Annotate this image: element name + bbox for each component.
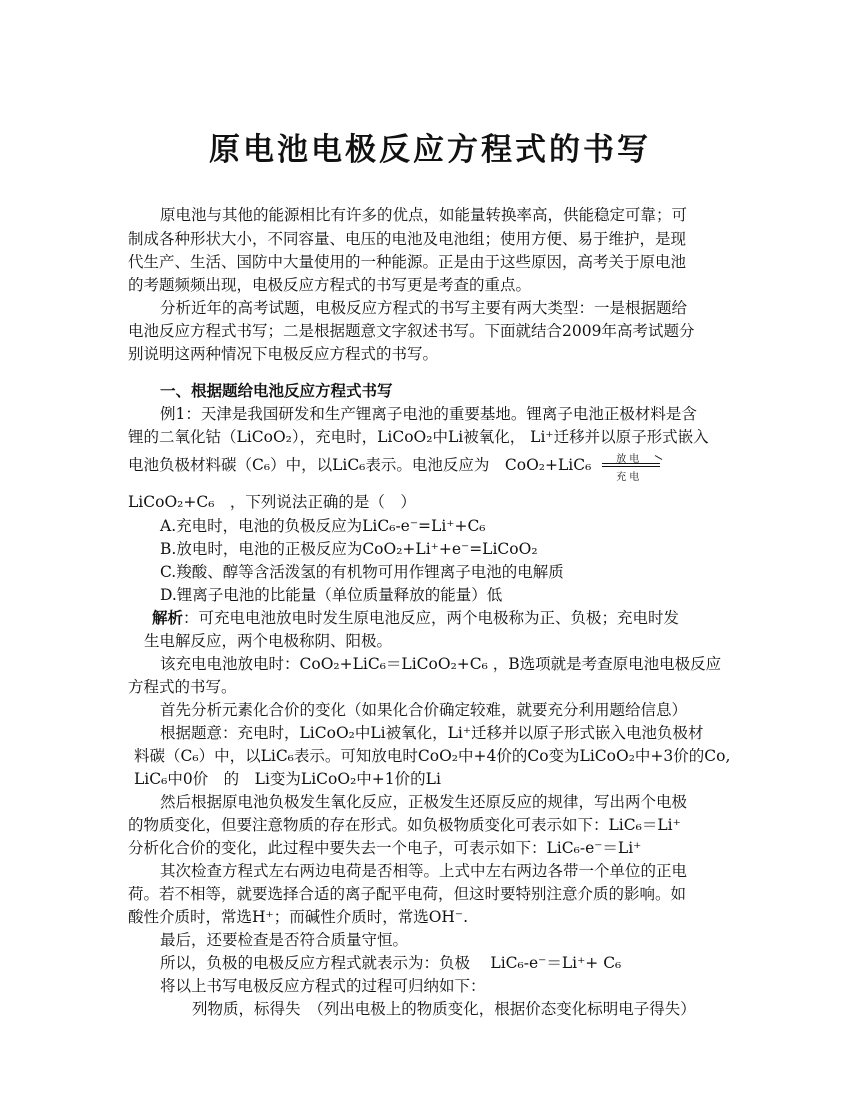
analysis-label: 解析 [152,608,184,627]
option-a: A.充电时，电池的负极反应为LiC₆-e⁻=Li⁺+C₆ [160,517,486,535]
arrow-label-charge: 充电 [616,472,643,483]
reversible-arrow [602,454,662,483]
paragraph-line: 制成各种形状大小，不同容量、电压的电池及电池组；使用方便、易于维护，是现 [128,230,687,248]
paragraph-line: 分析近年的高考试题，电极反应方程式的书写主要有两大类型：一是根据题给 [160,299,688,317]
analysis-line: 然后根据原电池负极发生氧化反应，正极发生还原反应的规律，写出两个电极 [160,793,688,811]
option-d: D.锂离子电池的比能量（单位质量释放的能量）低 [160,586,503,604]
paragraph-line: 的考题频频出现，电极反应方程式的书写更是考查的重点。 [128,276,532,294]
analysis-line: 列物质，标得失 （列出电极上的物质变化，根据价态变化标明电子得失） [192,1000,696,1018]
section-heading: 一、根据题给电池反应方程式书写 [160,381,393,400]
paragraph-line: 别说明这两种情况下电极反应方程式的书写。 [128,345,439,363]
analysis-line: 的物质变化，但要注意物质的存在形式。如负极物质变化可表示如下：LiC₆＝Li⁺ [128,816,681,834]
analysis-line: 该充电电池放电时：CoO₂+LiC₆＝LiCoO₂+C₆ ，B选项就是考查原电池电极反应 [160,655,722,673]
option-b: B.放电时，电池的正极反应为CoO₂+Li⁺+e⁻=LiCoO₂ [160,540,538,558]
option-c: C.羧酸、醇等含活泼氢的有机物可用作锂离子电池的电解质 [160,563,564,581]
example-equation-line [128,454,736,483]
analysis-line: 其次检查方程式左右两边电荷是否相等。上式中左右两边各带一个单位的正电 [160,862,688,880]
analysis-line: 荷。若不相等，就要选择合适的离子配平电荷，但这时要特别注意介质的影响。如 [128,885,687,903]
arrow-label-discharge: 放电 [616,454,643,465]
analysis-line: 将以上书写电极反应方程式的过程可归纳如下： [160,977,486,995]
paragraph-line: 电池反应方程式书写；二是根据题意文字叙述书写。下面就结合2009年高考试题分 [128,322,695,340]
paragraph-line: 代生产、生活、国防中大量使用的一种能源。正是由于这些原因，高考关于原电池 [128,253,687,271]
analysis-line: 最后，还要检查是否符合质量守恒。 [160,931,409,949]
analysis-line: LiC₆中0价 的 Li变为LiCoO₂中+1价的Li [134,770,441,788]
analysis-line: 生电解反应，两个电极称阴、阳极。 [144,632,393,650]
example-line: LiCoO₂+C₆ ，下列说法正确的是（ ） [128,493,416,511]
page-title: 原电池电极反应方程式的书写 [209,132,651,168]
analysis-line: 首先分析元素化合价的变化（如果化合价确定较难，就要充分利用题给信息） [160,701,688,719]
analysis-line: 料碳（C₆）中，以LiC₆表示。可知放电时CoO₂中+4价的Co变为LiCoO₂中+3价的Co, [134,747,731,765]
example-line: 电池负极材料碳（C₆）中，以LiC₆表示。电池反应为 CoO₂+LiC₆ [128,456,592,474]
analysis-line: 根据题意：充电时，LiCoO₂中Li被氧化，Li⁺迁移并以原子形式嵌入电池负极材 [160,724,704,742]
analysis-line: 分析化合价的变化，此过程中要失去一个电子，可表示如下：LiC₆-e⁻＝Li⁺ [128,839,642,857]
paragraph-line: 原电池与其他的能源相比有许多的优点，如能量转换率高，供能稳定可靠；可 [160,206,688,224]
analysis-line: 方程式的书写。 [128,678,237,696]
example-line: 例1：天津是我国研发和生产锂离子电池的重要基地。锂离子电池正极材料是含 [160,405,697,423]
analysis-line: 酸性介质时，常选H⁺；而碱性介质时，常选OH⁻. [128,908,469,926]
analysis-line: 所以，负极的电极反应方程式就表示为：负极 LiC₆-e⁻＝Li⁺+ C₆ [160,954,622,972]
example-line: 锂的二氧化钴（LiCoO₂），充电时，LiCoO₂中Li被氧化， Li⁺迁移并以原子形式嵌入 [128,428,709,446]
analysis-line: 解析：可充电电池放电时发生原电池反应，两个电极称为正、负极；充电时发 [152,608,680,627]
